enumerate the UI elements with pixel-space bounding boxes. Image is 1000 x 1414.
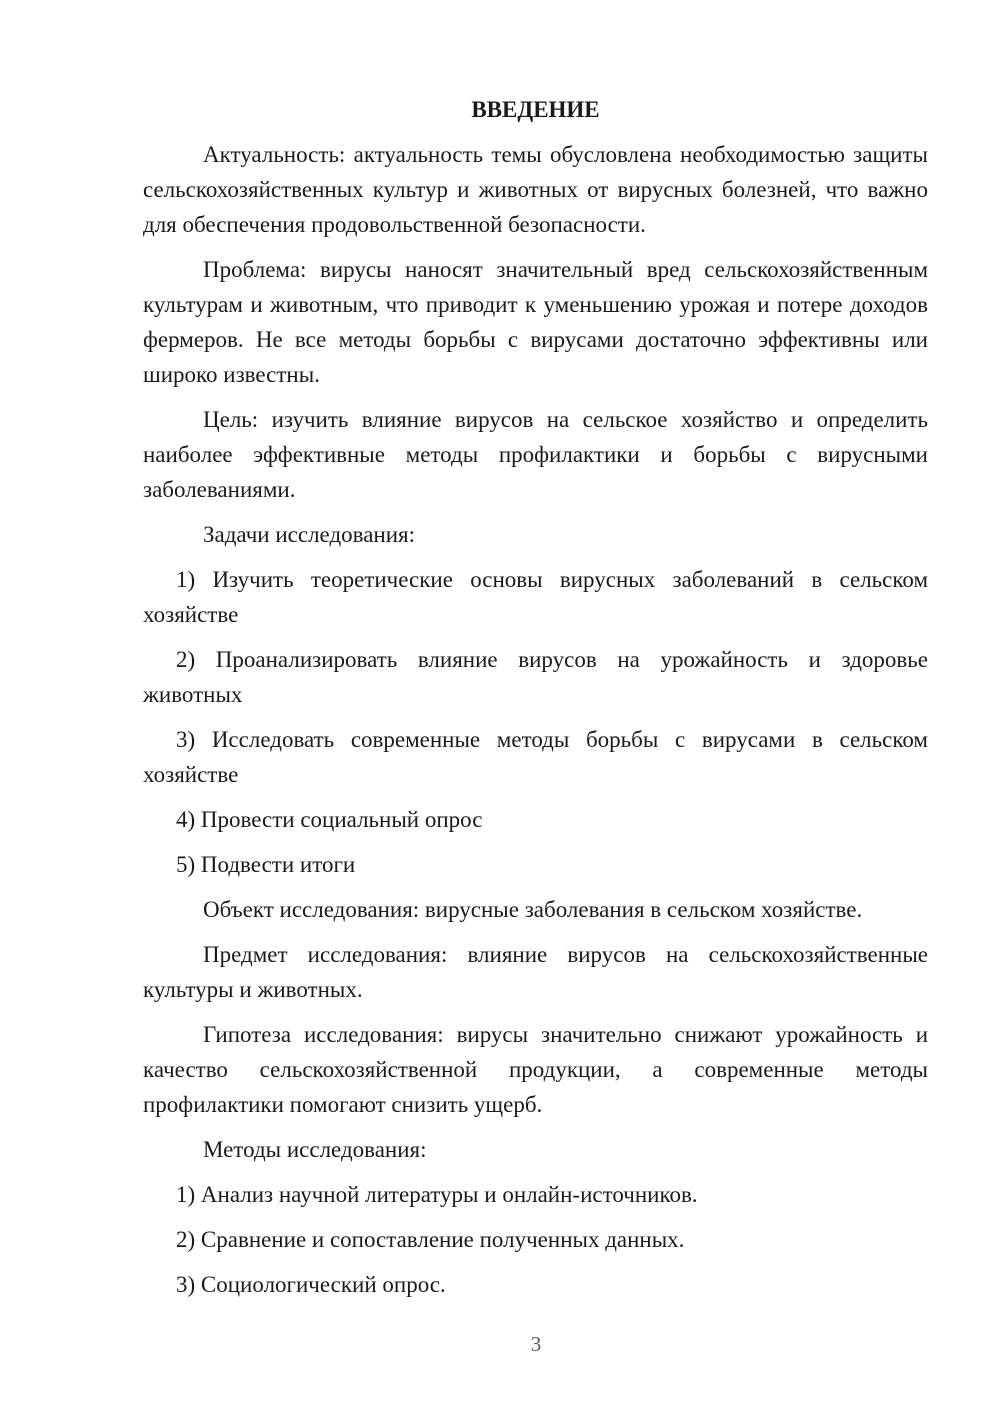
object-paragraph: Объект исследования: вирусные заболевания в сельском хозяйстве. — [203, 897, 863, 922]
subject-paragraph: Предмет исследования: влияние вирусов на сельскохозяйственные культуры и животных. — [143, 942, 928, 1002]
method-item: 1) Анализ научной литературы и онлайн-источников. — [176, 1182, 698, 1207]
hypothesis-paragraph: Гипотеза исследования: вирусы значительно снижают урожайность и качество сельскохозяйственной продукции, а современные методы профилактики помогают снизить ущерб. — [143, 1022, 928, 1117]
method-item: 3) Социологический опрос. — [176, 1272, 446, 1297]
task-item: 4) Провести социальный опрос — [176, 807, 483, 832]
methods-heading: Методы исследования: — [203, 1137, 427, 1162]
goal-paragraph: Цель: изучить влияние вирусов на сельское хозяйство и определить наиболее эффективные методы профилактики и борьбы с вирусными заболеваниями. — [143, 407, 928, 502]
page-content — [143, 92, 928, 1312]
tasks-heading: Задачи исследования: — [203, 522, 416, 547]
method-item: 2) Сравнение и сопоставление полученных данных. — [176, 1227, 685, 1252]
task-item: 5) Подвести итоги — [176, 852, 356, 877]
task-item: 2) Проанализировать влияние вирусов на урожайность и здоровье животных — [143, 647, 928, 707]
relevance-paragraph: Актуальность: актуальность темы обусловлена необходимостью защиты сельскохозяйственных культур и животных от вирусных болезней, что важно для обеспечения продовольственной безопасности. — [143, 142, 928, 237]
problem-paragraph: Проблема: вирусы наносят значительный вред сельскохозяйственным культурам и животным, что приводит к уменьшению урожая и потере доходов фермеров. Не все методы борьбы с вирусами достаточно эффективны или широко известны. — [143, 257, 928, 387]
section-title: ВВЕДЕНИЕ — [471, 97, 600, 122]
page-number: 3 — [530, 1332, 542, 1356]
task-item: 1) Изучить теоретические основы вирусных заболеваний в сельском хозяйстве — [143, 567, 928, 627]
task-item: 3) Исследовать современные методы борьбы с вирусами в сельском хозяйстве — [143, 727, 928, 787]
